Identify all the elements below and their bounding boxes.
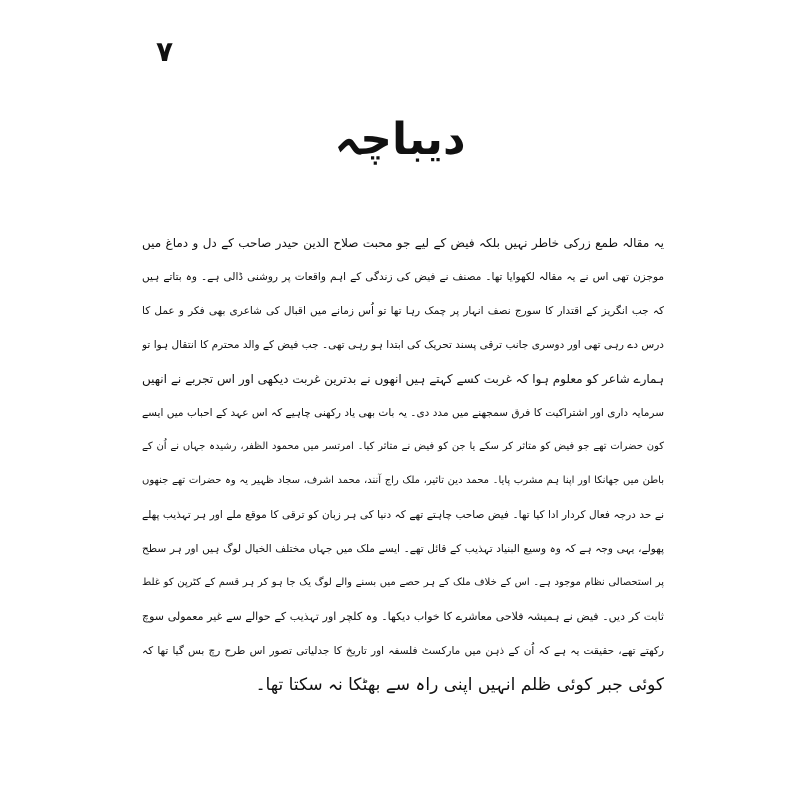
page-title: دیباچہ <box>334 114 466 165</box>
text-line: پر استحصالی نظام موجود ہے۔ اس کے خلاف ملک کے ہر حصے میں بسنے والے لوگ یک جا ہو کر ہر قسم کے کٹرپن کو غلط <box>142 577 664 588</box>
text-line: پھولے، یہی وجہ ہے کہ وہ وسیع البنیاد تہذیب کے قائل تھے۔ ایسے ملک میں جہاں مختلف الخیال لوگ ہیں اور ہر سطح <box>142 543 664 555</box>
text-line: باطن میں جھانکا اور اپنا ہم مشرب پایا۔ محمد دین تاثیر، ملک راج آنند، محمد اشرف، سجاد ظہیر یہ وہ حضرات تھے جنھوں <box>142 475 664 486</box>
text-line: رکھتے تھے، حقیقت یہ ہے کہ اُن کے ذہن میں مارکسٹ فلسفہ اور تاریخ کا جدلیاتی تصور اس طرح رچ بس گیا تھا کہ <box>142 645 664 657</box>
body-text <box>142 226 664 702</box>
text-line: درس دے رہی تھی اور دوسری جانب ترقی پسند تحریک کی ابتدا ہو رہی تھی۔ جب فیض کے والد محترم کا انتقال ہوا تو <box>142 339 664 351</box>
text-line: نے حد درجہ فعال کردار ادا کیا تھا۔ فیض صاحب چاہتے تھے کہ دنیا کی ہر زبان کو ترقی کا موقع ملے اور ہر تہذیب پھلے <box>142 509 664 521</box>
text-line: کوئی جبر کوئی ظلم انہیں اپنی راہ سے بھٹکا نہ سکتا تھا۔ <box>255 675 664 695</box>
page-number: ۷ <box>156 35 174 68</box>
text-line: یہ مقالہ طمع زرکی خاطر نہیں بلکہ فیض کے لیے جو محبت صلاح الدین حیدر صاحب کے دل و دماغ میں <box>142 236 664 250</box>
text-line: موجزن تھی اس نے یہ مقالہ لکھوایا تھا۔ مصنف نے فیض کی زندگی کے اہم واقعات پر روشنی ڈالی ہے۔ وہ بتاتے ہیں <box>142 271 664 283</box>
text-line: کون حضرات تھے جو فیض کو متاثر کر سکے یا جن کو فیض نے متاثر کیا۔ امرتسر میں محمود الظفر، رشیدہ جہاں نے اُن کے <box>142 441 664 452</box>
text-line: کہ جب انگریز کے اقتدار کا سورج نصف انہار پر چمک رہا تھا تو اُس زمانے میں اقبال کی شاعری بھی فکر و عمل کا <box>142 305 664 317</box>
text-line: ہمارے شاعر کو معلوم ہوا کہ غربت کسے کہتے ہیں انھوں نے بدترین غربت دیکھی اور اس تجربے نے انھیں <box>142 372 664 386</box>
text-line: سرمایہ داری اور اشتراکیت کا فرق سمجھنے میں مدد دی۔ یہ بات بھی یاد رکھنی چاہیے کہ اس عہد کے احباب میں ایسے <box>142 407 664 419</box>
text-line: ثابت کر دیں۔ فیض نے ہمیشہ فلاحی معاشرے کا خواب دیکھا۔ وہ کلچر اور تہذیب کے حوالے سے غیر معمولی سوچ <box>142 610 664 623</box>
